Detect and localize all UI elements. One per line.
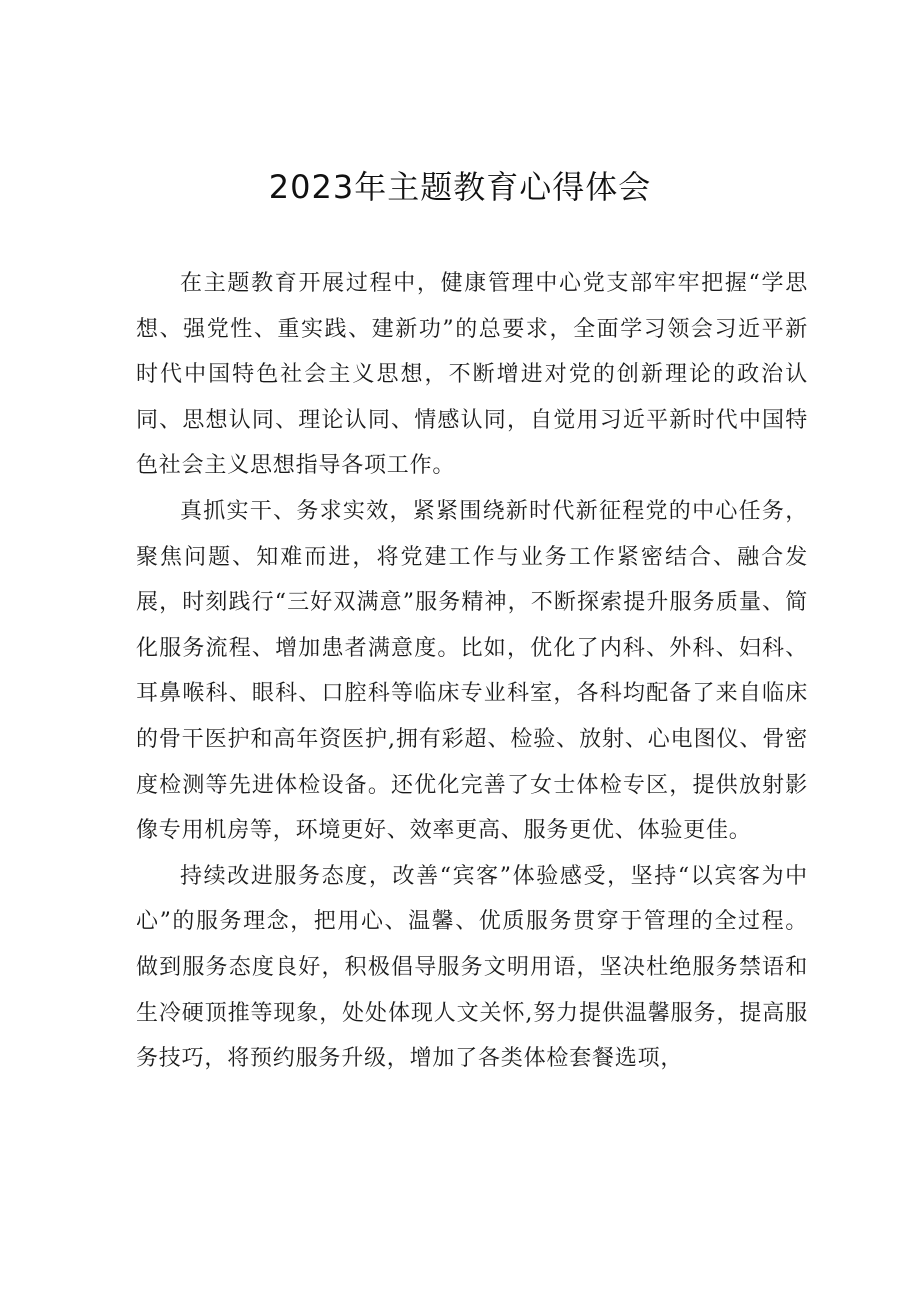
paragraph-3: 持续改进服务态度，改善“宾客”体验感受，坚持“以宾客为中心”的服务理念，把用心、温馨、优质服务贯穿于管理的全过程。做到服务态度良好，积极倡导服务文明用语，坚决杜绝服务禁语和生冷硬顶推等现象，处处体现人文关怀,努力提供温馨服务，提高服务技巧，将预约服务升级，增加了各类体检套餐选项， [136,863,808,1072]
document-body [136,261,808,1082]
document-title: 2023年主题教育心得体会 [268,168,652,206]
paragraph-1: 在主题教育开展过程中，健康管理中心党支部牢牢把握“学思想、强党性、重实践、建新功”的总要求，全面学习领会习近平新时代中国特色社会主义思想，不断增进对党的创新理论的政治认同、思想认同、理论认同、情感认同，自觉用习近平新时代中国特色社会主义思想指导各项工作。 [136,271,808,479]
paragraph-2: 真抓实干、务求实效，紧紧围绕新时代新征程党的中心任务，聚焦问题、知难而进，将党建工作与业务工作紧密结合、融合发展，时刻践行“三好双满意”服务精神，不断探索提升服务质量、简化服务流程、增加患者满意度。比如，优化了内科、外科、妇科、耳鼻喉科、眼科、口腔科等临床专业科室，各科均配备了来自临床的骨干医护和高年资医护,拥有彩超、检验、放射、心电图仪、骨密度检测等先进体检设备。还优化完善了女士体检专区，提供放射影像专用机房等，环境更好、效率更高、服务更优、体验更佳。 [136,498,808,844]
